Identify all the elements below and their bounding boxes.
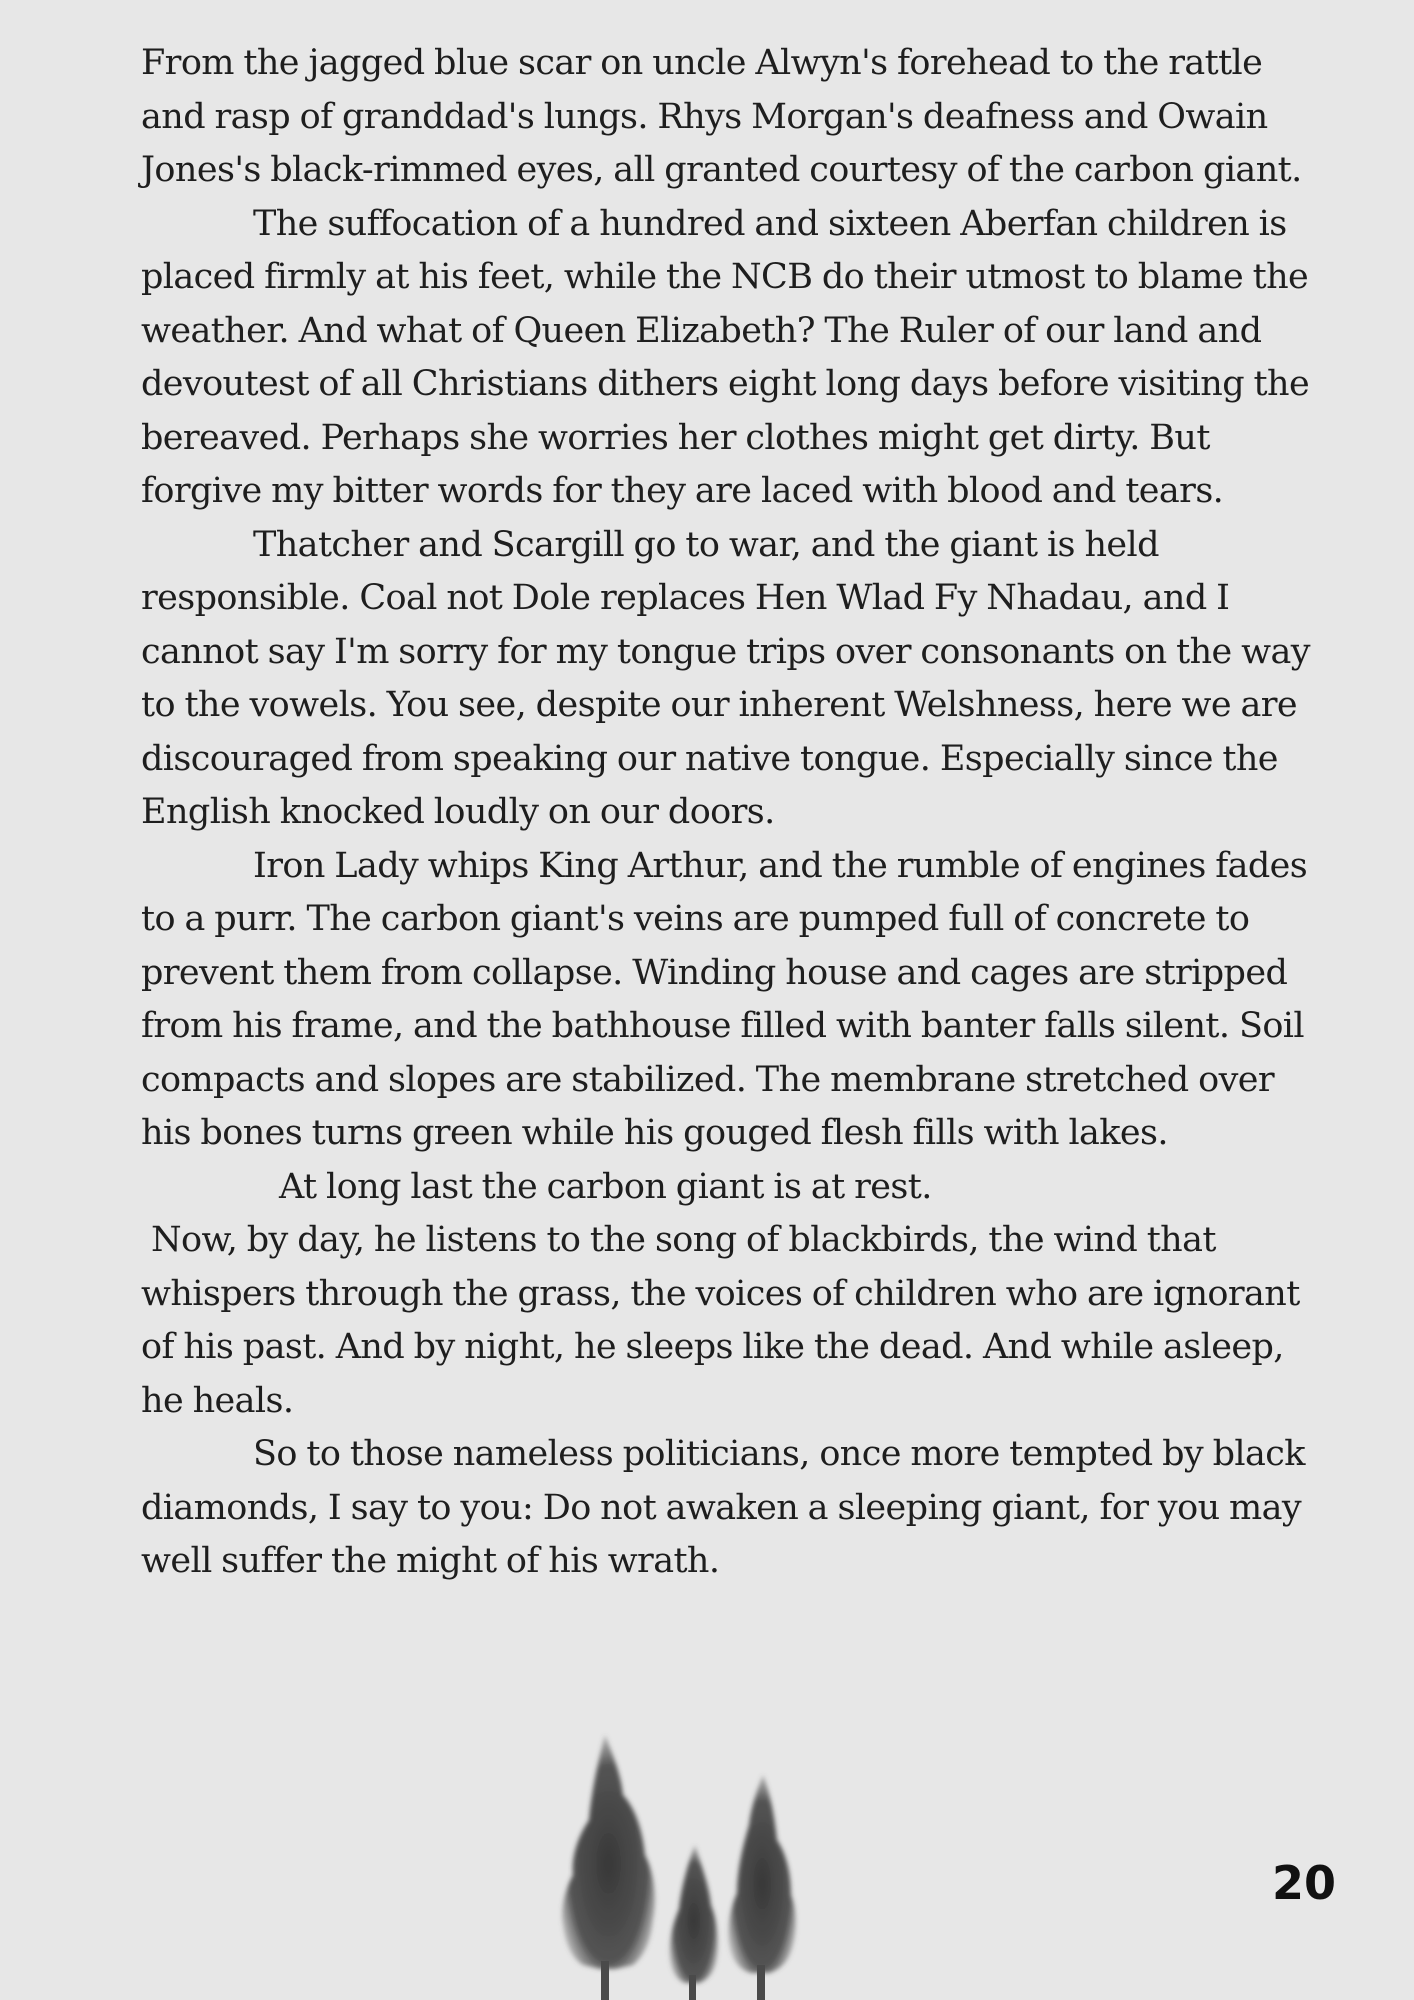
paragraph-5: At long last the carbon giant is at rest.: [279, 1166, 932, 1207]
paragraph-2: The suffocation of a hundred and sixteen Aberfan children is placed firmly at his feet, while the NCB do their utmost to blame the weather. And what of Queen Elizabeth? The Ruler of our land and devoutest of all Christians dithers eight long days before visiting the bereaved. Perhaps she worries her clothes might get dirty. But forgive my bitter words for they are laced with blood and tears.: [141, 203, 1310, 511]
paragraph-6: Now, by day, he listens to the song of blackbirds, the wind that whispers through the grass, the voices of children who are ignorant of his past. And by night, he sleeps like the dead. And while asleep, he heals.: [141, 1220, 1300, 1421]
small-tree-shape: [670, 1845, 718, 1983]
paragraph-4: Iron Lady whips King Arthur, and the rumble of engines fades to a purr. The carbon giant's veins are pumped full of concrete to prevent them from collapse. Winding house and cages are stripped from his frame, and the bathhouse filled with banter falls silent. Soil compacts and slopes are stabilized. The membrane stretched over his bones turns green while his gouged flesh fills with lakes.: [141, 845, 1308, 1153]
small-tree-trunk: [689, 1975, 696, 2000]
paragraph-3: Thatcher and Scargill go to war, and the giant is held responsible. Coal not Dole replaces Hen Wlad Fy Nhadau, and I cannot say I'm sorry for my tongue trips over consonants on the way to the vowels. You see, despite our inherent Welshness, here we are discouraged from speaking our native tongue. Especially since the English knocked loudly on our doors.: [141, 524, 1310, 832]
tall-tree-trunk: [601, 1961, 609, 2000]
tall-tree-shape: [562, 1735, 655, 1969]
page-number: 20: [1271, 1856, 1336, 1910]
right-tree-shape: [728, 1775, 795, 1973]
paragraph-1: From the jagged blue scar on uncle Alwyn's forehead to the rattle and rasp of granddad's lungs. Rhys Morgan's deafness and Owain Jones's black-rimmed eyes, all granted courtesy of the carbon giant.: [141, 43, 1302, 190]
body-text: [141, 37, 1321, 1589]
right-tree-trunk: [757, 1965, 765, 2000]
trees-illustration-icon: [505, 1725, 845, 2000]
paragraph-7: So to those nameless politicians, once more tempted by black diamonds, I say to you: Do not awaken a sleeping giant, for you may well suffer the might of his wrath.: [141, 1434, 1305, 1581]
